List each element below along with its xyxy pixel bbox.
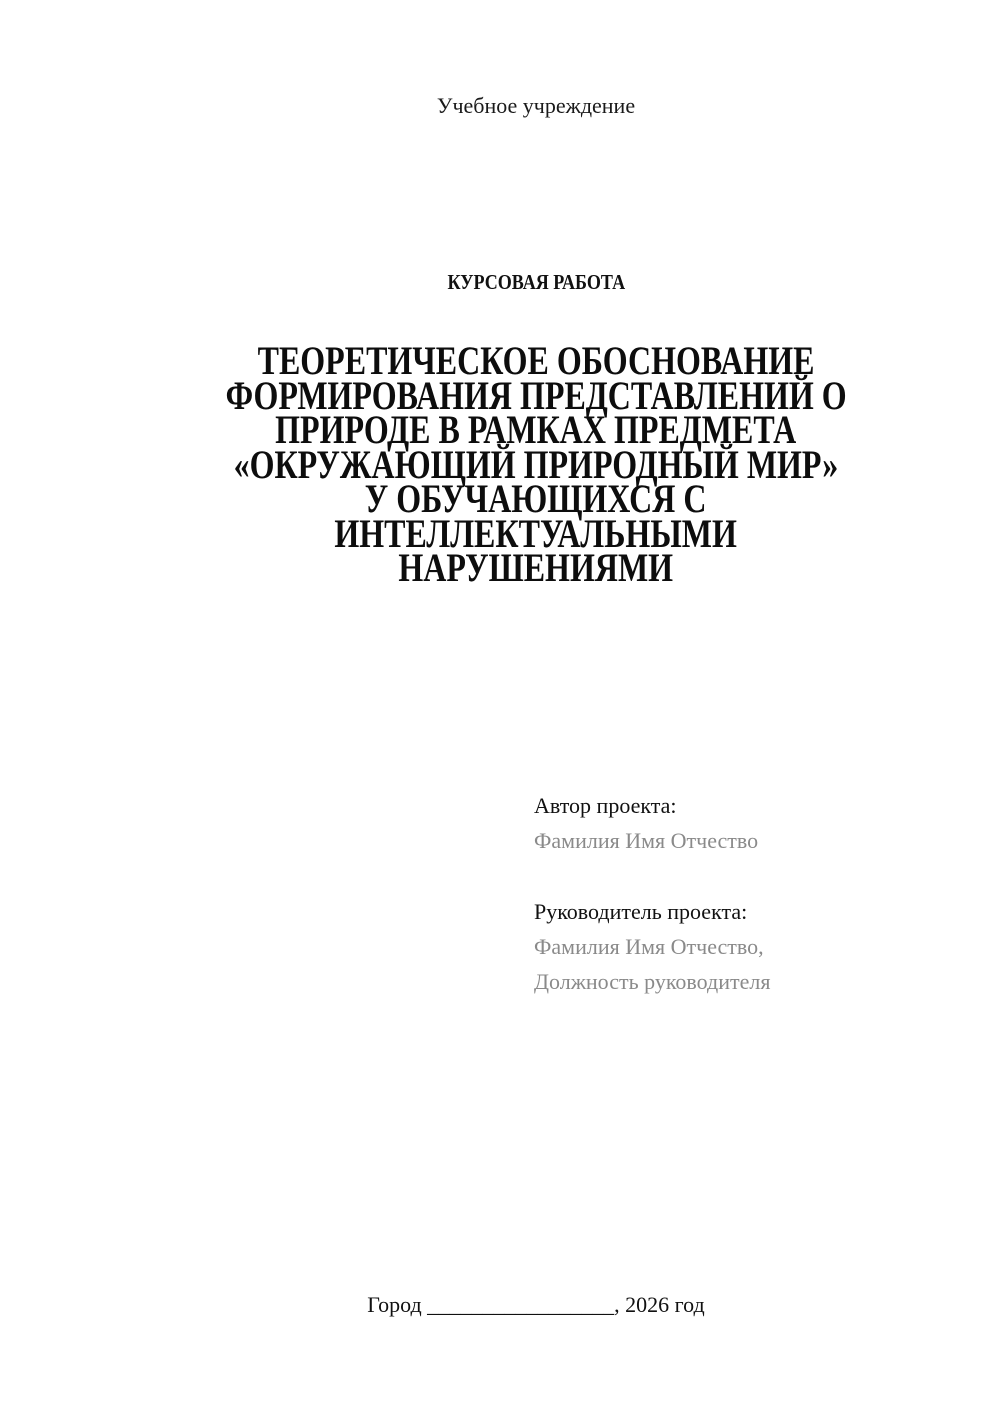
city-year-footer: Город _________________, 2026 год: [367, 1292, 705, 1317]
work-type-heading: [0, 268, 1000, 296]
title-line: ТЕОРЕТИЧЕСКОЕ ОБОСНОВАНИЕ: [257, 338, 815, 383]
title-line: ИНТЕЛЛЕКТУАЛЬНЫМИ: [334, 510, 738, 556]
institution-name: Учебное учреждение: [436, 93, 636, 118]
document-title: [30, 338, 1000, 590]
supervisor-name: Фамилия Имя Отчество,: [534, 934, 764, 959]
title-line: ФОРМИРОВАНИЯ ПРЕДСТАВЛЕНИЙ О: [225, 372, 847, 418]
supervisor-label: Руководитель проекта:: [534, 899, 748, 924]
title-line: ПРИРОДЕ В РАМКАХ ПРЕДМЕТА: [275, 407, 797, 452]
author-name: Фамилия Имя Отчество: [534, 828, 759, 853]
spacer: [534, 858, 954, 894]
title-line: НАРУШЕНИЯМИ: [398, 545, 674, 590]
author-label: Автор проекта:: [534, 793, 677, 818]
project-credits: [534, 788, 954, 999]
work-type-text: КУРСОВАЯ РАБОТА: [447, 270, 625, 294]
supervisor-position: Должность руководителя: [534, 969, 771, 994]
title-line: «ОКРУЖАЮЩИЙ ПРИРОДНЫЙ МИР»: [233, 441, 839, 487]
title-line: У ОБУЧАЮЩИХСЯ С: [365, 476, 707, 521]
